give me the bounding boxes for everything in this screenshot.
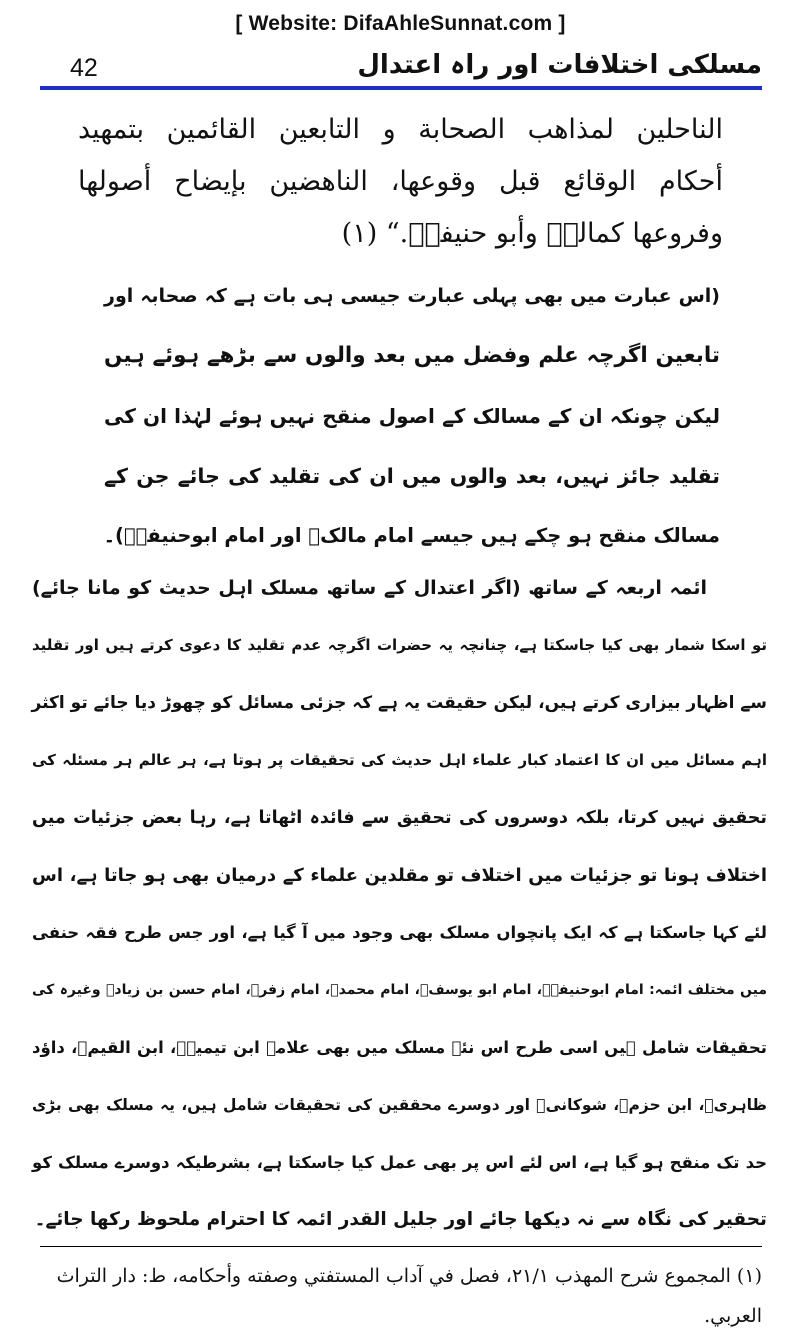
header-divider	[40, 86, 762, 90]
urdu-line: تحقیر کی نگاہ سے نہ دیکھا جائے اور جلیل القدر ائمہ کا احترام ملحوظ رکھا جائے۔	[34, 1209, 767, 1231]
urdu-line: ظاہریؒ، ابن حزمؒ، شوکانیؒ اور دوسرے محققین کی تحقیقات شامل ہیں، یہ مسلک بھی بڑی	[32, 1095, 767, 1114]
website-banner: [ Website: DifaAhleSunnat.com ]	[235, 12, 566, 35]
urdu-line: اختلاف ہونا تو جزئیات میں اختلاف تو مقلدین علماء کے درمیان بھی ہو جاتا ہے، اس	[32, 865, 767, 887]
urdu-line: تقلید جائز نہیں، بعد والوں میں ان کی تقلید کی جائے جن کے	[104, 464, 720, 488]
urdu-line: لئے کہا جاسکتا ہے کہ ایک پانچواں مسلک بھی وجود میں آ گیا ہے، اور جس طرح فقہ حنفی	[32, 923, 767, 943]
urdu-line: ائمہ اربعہ کے ساتھ (اگر اعتدال کے ساتھ مسلک اہل حدیث کو مانا جائے)	[32, 577, 707, 599]
urdu-parenthetical-block	[104, 266, 720, 566]
arabic-line: أحكام الوقائع قبل وقوعها، الناهضين بإيضاح أصولها	[78, 166, 723, 197]
arabic-quote-block	[78, 104, 723, 260]
urdu-line: مسالک منقح ہو چکے ہیں جیسے امام مالکؒ اور امام ابوحنیفہؒ)۔	[103, 524, 720, 547]
running-head-title: مسلکی اختلافات اور راہ اعتدال	[357, 50, 762, 80]
urdu-line: سے اظہار بیزاری کرتے ہیں، لیکن حقیقت یہ ہے کہ جزئی مسائل کو چھوڑ دیا جائے تو اکثر	[31, 692, 767, 713]
footnote-divider	[40, 1246, 762, 1247]
urdu-line: تابعین اگرچہ علم وفضل میں بعد والوں سے بڑھے ہوئے ہیں	[104, 343, 720, 368]
page-header	[40, 48, 762, 88]
footnote-line: العربي.	[704, 1305, 762, 1327]
urdu-line: تحقیقات شامل ہیں اسی طرح اس نئے مسلک میں بھی علامہ ابن تیمیہؒ، ابن القیمؒ، داؤد	[32, 1038, 767, 1058]
urdu-main-paragraph	[32, 560, 767, 1249]
urdu-line: اہم مسائل میں ان کا اعتماد کبار علماء اہل حدیث کی تحقیقات پر ہوتا ہے، ہر عالم ہر مسئلہ کی	[32, 751, 767, 770]
urdu-line: (اس عبارت میں بھی پہلی عبارت جیسی ہی بات ہے کہ صحابہ اور	[104, 285, 720, 307]
urdu-line: لیکن چونکہ ان کے مسالک کے اصول منقح نہیں ہوئے لہٰذا ان کی	[104, 404, 720, 428]
footnote-line: (۱) المجموع شرح المهذب ۲۱/۱، فصل في آداب المستفتي وصفته وأحكامه، ط: دار التراث	[56, 1265, 762, 1287]
urdu-line: تحقیق نہیں کرتا، بلکہ دوسروں کی تحقیق سے فائدہ اٹھاتا ہے، رہا بعض جزئیات میں	[32, 807, 767, 828]
urdu-line: تو اسکا شمار بھی کیا جاسکتا ہے، چنانچہ یہ حضرات اگرچہ عدم تقلید کا دعوی کرتے ہیں اور تقلید	[32, 636, 767, 655]
arabic-line: وفروعها كمالكؒ وأبو حنيفةؒ.“ (۱)	[341, 218, 723, 249]
arabic-line: الناحلين لمذاهب الصحابة و التابعين القائمين بتمهيد	[78, 114, 723, 145]
urdu-line: حد تک منقح ہو گیا ہے، اس لئے اس پر بھی عمل کیا جاسکتا ہے، بشرطیکہ دوسرے مسلک کو	[32, 1153, 767, 1173]
footnote	[40, 1256, 762, 1336]
urdu-line: میں مختلف ائمہ: امام ابوحنیفہؒ، امام ابو یوسفؒ، امام محمدؒ، امام زفرؒ، امام حسن بن زیادؒ وغیرہ کی	[32, 981, 767, 998]
page-number: 42	[70, 54, 98, 82]
